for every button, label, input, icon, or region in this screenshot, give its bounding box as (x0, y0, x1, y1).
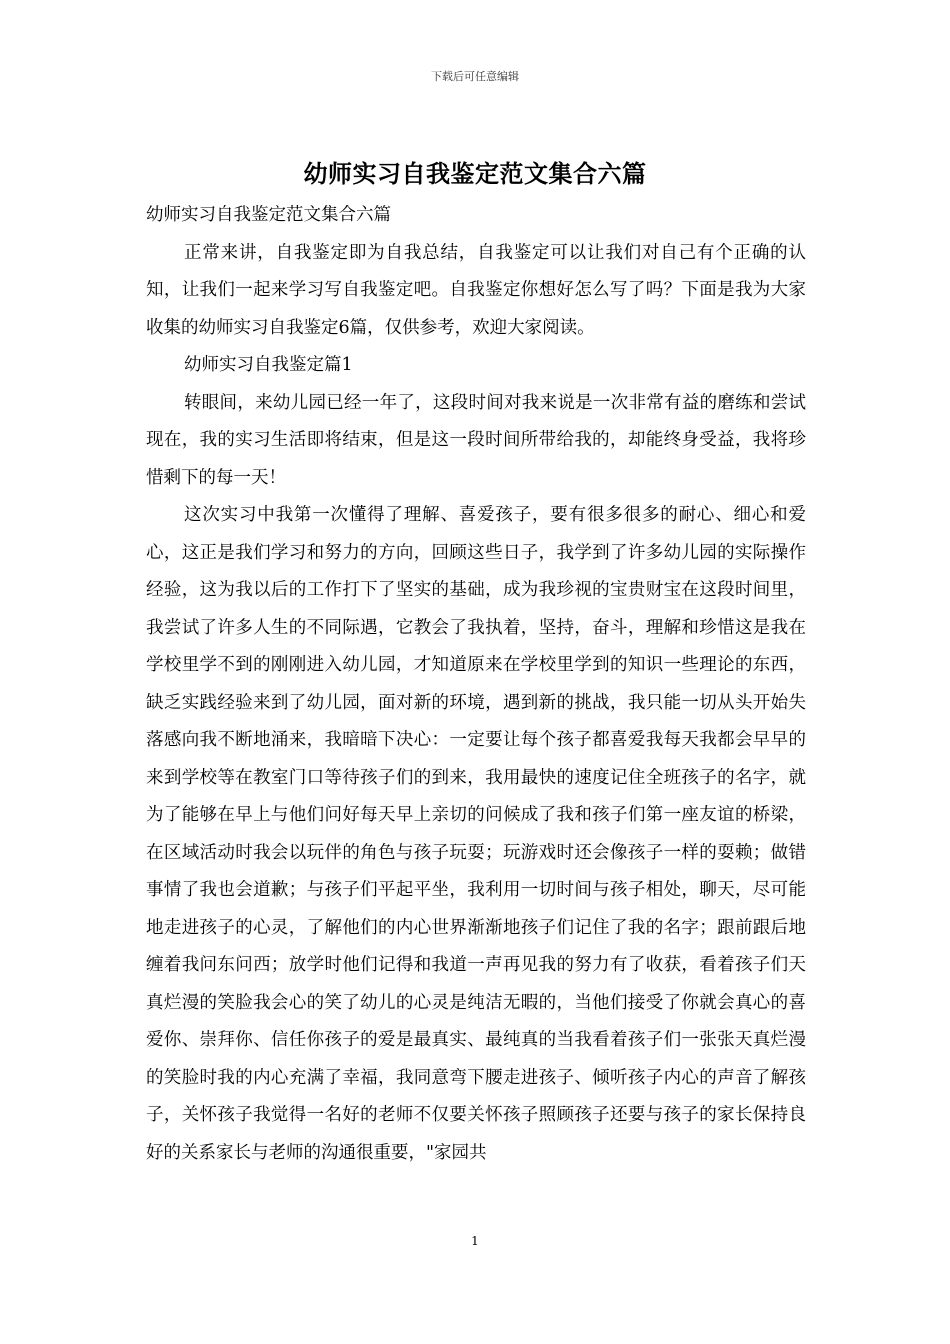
subtitle-paragraph: 幼师实习自我鉴定范文集合六篇 (146, 205, 391, 225)
document-body (146, 197, 806, 1172)
document-title: 幼师实习自我鉴定范文集合六篇 (303, 159, 647, 188)
section-heading: 幼师实习自我鉴定篇1 (184, 355, 353, 375)
page-number: 1 (471, 1234, 479, 1248)
intro-paragraph: 正常来讲，自我鉴定即为自我总结，自我鉴定可以让我们对自己有个正确的认知，让我们一起来学习写自我鉴定吧。自我鉴定你想好怎么写了吗？下面是我为大家收集的幼师实习自我鉴定6篇，仅供参考，欢迎大家阅读。 (146, 242, 806, 338)
body-paragraph: 转眼间，来幼儿园已经一年了，这段时间对我来说是一次非常有益的磨练和尝试现在，我的实习生活即将结束，但是这一段时间所带给我的，却能终身受益，我将珍惜剩下的每一天！ (146, 392, 806, 488)
header-note: 下载后可任意编辑 (431, 70, 519, 83)
body-paragraph: 这次实习中我第一次懂得了理解、喜爱孩子，要有很多很多的耐心、细心和爱心，这正是我们学习和努力的方向，回顾这些日子，我学到了许多幼儿园的实际操作经验，这为我以后的工作打下了坚实的基础，成为我珍视的宝贵财宝在这段时间里，我尝试了许多人生的不同际遇，它教会了我执着，坚持，奋斗，理解和珍惜这是我在学校里学不到的刚刚进入幼儿园，才知道原来在学校里学到的知识一些理论的东西，缺乏实践经验来到了幼儿园，面对新的环境，遇到新的挑战，我只能一切从头开始失落感向我不断地涌来，我暗暗下决心：一定要让每个孩子都喜爱我每天我都会早早的来到学校等在教室门口等待孩子们的到来，我用最快的速度记住全班孩子的名字，就为了能够在早上与他们问好每天早上亲切的问候成了我和孩子们第一座友谊的桥梁，在区域活动时我会以玩伴的角色与孩子玩耍；玩游戏时还会像孩子一样的耍赖；做错事情了我也会道歉；与孩子们平起平坐，我利用一切时间与孩子相处，聊天，尽可能地走进孩子的心灵，了解他们的内心世界渐渐地孩子们记住了我的名字；跟前跟后地缠着我问东问西；放学时他们记得和我道一声再见我的努力有了收获，看着孩子们天真烂漫的笑脸我会心的笑了幼儿的心灵是纯洁无暇的，当他们接受了你就会真心的喜爱你、崇拜你、信任你孩子的爱是最真实、最纯真的当我看着孩子们一张张天真烂漫的笑脸时我的内心充满了幸福，我同意弯下腰走进孩子、倾听孩子内心的声音了解孩子，关怀孩子我觉得一名好的老师不仅要关怀孩子照顾孩子还要与孩子的家长保持良好的关系家长与老师的沟通很重要，"家园共 (146, 505, 806, 1163)
